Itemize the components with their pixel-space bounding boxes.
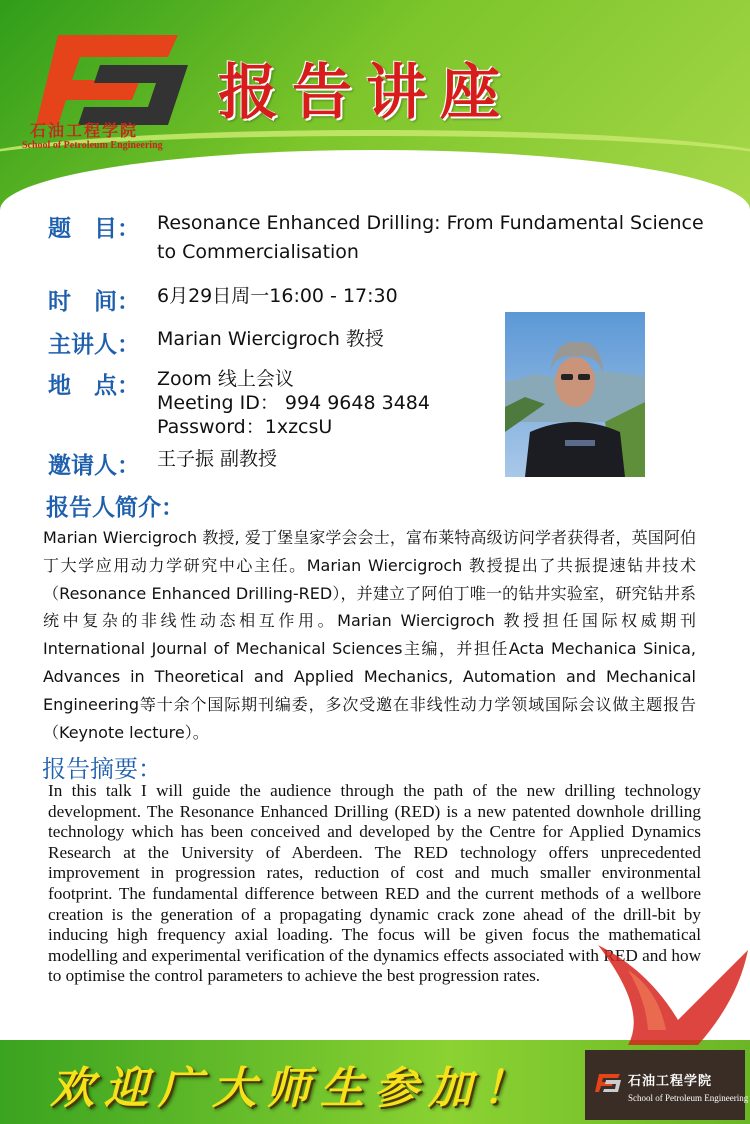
speaker-photo xyxy=(505,312,645,477)
location-line-3: Password：1xzcsU xyxy=(157,416,333,438)
location-line-1: Zoom 线上会议 xyxy=(157,368,294,390)
topic-label: 题 目： xyxy=(48,216,140,242)
inviter-value: 王子振 副教授 xyxy=(157,448,278,470)
poster-title: 报告讲座 xyxy=(218,58,514,128)
footer-logo-chinese: 石油工程学院 xyxy=(628,1074,713,1089)
welcome-slogan: 欢迎广大师生参加！ xyxy=(50,1063,536,1114)
speaker-label: 主讲人： xyxy=(48,332,140,358)
time-value: 6月29日周一16:00 - 17:30 xyxy=(157,285,398,307)
bio-heading: 报告人简介： xyxy=(46,495,184,521)
inviter-label: 邀请人： xyxy=(48,453,140,479)
location-line-2: Meeting ID： 994 9648 3484 xyxy=(157,392,430,414)
time-label: 时 间： xyxy=(48,289,140,315)
logo-english-name: School of Petroleum Engineering xyxy=(22,140,163,151)
topic-line-1: Resonance Enhanced Drilling: From Fundamental Science xyxy=(157,212,704,234)
abstract-text: In this talk I will guide the audience through the path of the new drilling technology development. The Resonance Enhanced Drilling (RED) is a new patented downhole drilling technology which has been conceived and developed by the Centre for Applied Dynamics Research at the University of Aberdeen. The RED technology offers unprecedented improvement in progression rates, reduction of cost and much smaller environmental footprint. The fundamental difference between RED and the current methods of a wellbore creation is the generation of a propagating dynamic crack zone ahead of the drill-bit by inducing high frequency axial loading. The focus will be given focus the mathematical modelling and experimental verification of the dynamics effects associated with RED and how to optimise the control parameters to achieve the best progression rates. xyxy=(48,781,701,986)
footer-logo-english: School of Petroleum Engineering xyxy=(628,1093,749,1103)
speaker-value: Marian Wiercigroch 教授 xyxy=(157,328,384,350)
logo-chinese-name: 石油工程学院 xyxy=(30,121,139,140)
red-flame-decoration xyxy=(588,930,750,1050)
bio-text: Marian Wiercigroch 教授, 爱丁堡皇家学会会士，富布莱特高级访问学者获得者，英国阿伯丁大学应用动力学研究中心主任。Marian Wiercigroch 教授提出了共振提速钻井技术（Resonance Enhanced Drilling-RED），并建立了阿伯丁唯一的钻井实验室，研究钻井系统中复杂的非线性动态相互作用。Marian Wiercigroch 教授担任国际权威期刊International Journal of Mechanical Sciences主编，并担任Acta Mechanica Sinica, Advances in Theoretical and Applied Mechanics, Automation and Mechanical Engineering等十余个国际期刊编委，多次受邀在非线性动力学领域国际会议做主题报告（Keynote lecture）。 xyxy=(43,528,696,742)
footer-logo-icon xyxy=(594,1072,622,1096)
location-label: 地 点： xyxy=(48,373,140,399)
topic-line-2: to Commercialisation xyxy=(157,241,359,263)
abstract-heading: 报告摘要： xyxy=(42,755,162,783)
